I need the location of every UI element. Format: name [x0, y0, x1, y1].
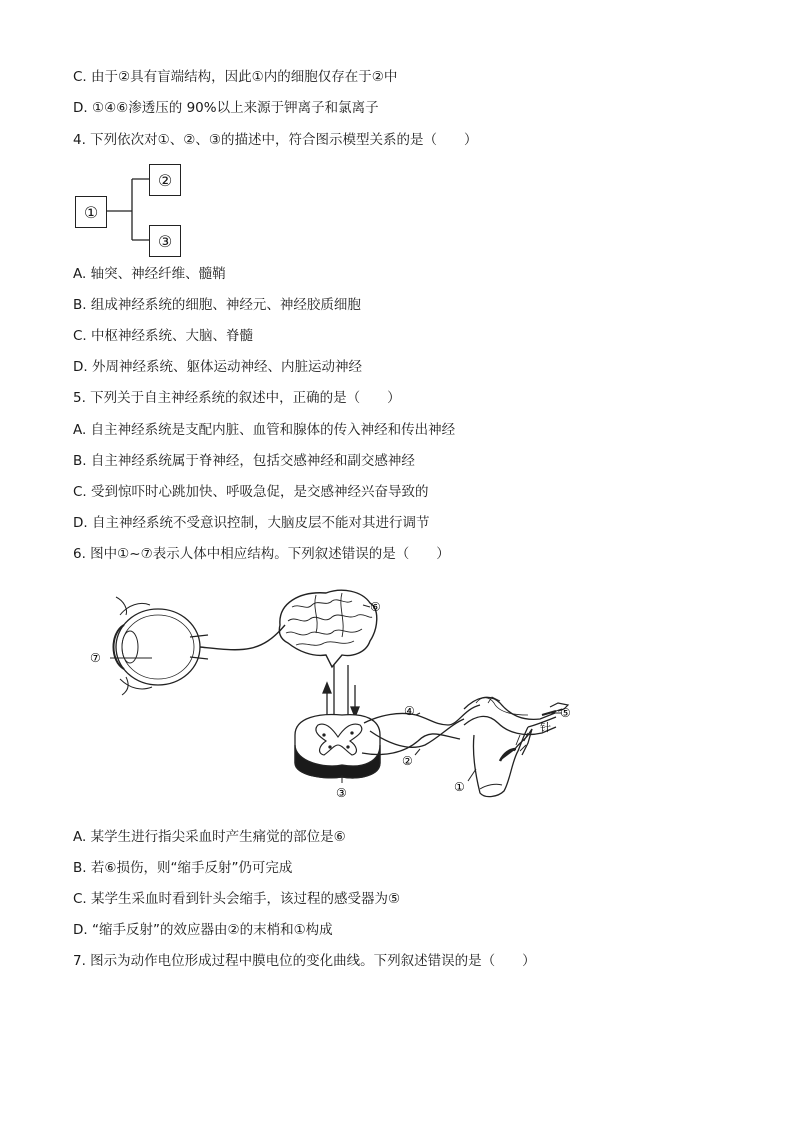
- option-5a: A. 自主神经系统是支配内脏、血管和腺体的传入神经和传出神经: [73, 422, 456, 438]
- question-7: 7. 图示为动作电位形成过程中膜电位的变化曲线。下列叙述错误的是（ ）: [73, 953, 536, 969]
- label-4: ④: [404, 704, 415, 718]
- spinal-tracts: [323, 665, 359, 720]
- option-3d: D. ①④⑥渗透压的 90%以上来源于钾离子和氯离子: [73, 100, 379, 116]
- model-box-1: ①: [75, 196, 107, 228]
- option-4d: D. 外周神经系统、躯体运动神经、内脏运动神经: [73, 359, 362, 375]
- option-6a: A. 某学生进行指尖采血时产生痛觉的部位是⑥: [73, 829, 346, 845]
- brain-illustration: [279, 590, 376, 667]
- reflex-arc-figure: [80, 585, 600, 810]
- optic-nerve: [200, 625, 285, 650]
- label-6: ⑥: [370, 600, 381, 614]
- label-2: ②: [402, 754, 413, 768]
- spinal-cord-section: [295, 715, 380, 778]
- model-diagram: [73, 160, 193, 260]
- option-3c: C. 由于②具有盲端结构，因此①内的细胞仅存在于②中: [73, 69, 398, 85]
- option-5d: D. 自主神经系统不受意识控制，大脑皮层不能对其进行调节: [73, 515, 430, 531]
- option-6b: B. 若⑥损伤，则“缩手反射”仍可完成: [73, 860, 293, 876]
- question-4: 4. 下列依次对①、②、③的描述中，符合图示模型关系的是（ ）: [73, 132, 478, 148]
- needle-label: 针: [540, 721, 551, 734]
- eye-illustration: [114, 597, 209, 695]
- option-5c: C. 受到惊吓时心跳加快、呼吸急促，是交感神经兴奋导致的: [73, 484, 429, 500]
- option-6c: C. 某学生采血时看到针头会缩手，该过程的感受器为⑤: [73, 891, 401, 907]
- label-3: ③: [336, 786, 347, 800]
- question-6: 6. 图中①~⑦表示人体中相应结构。下列叙述错误的是（ ）: [73, 546, 450, 562]
- option-6d: D. “缩手反射”的效应器由②的末梢和①构成: [73, 922, 333, 938]
- question-5: 5. 下列关于自主神经系统的叙述中，正确的是（ ）: [73, 390, 401, 406]
- model-box-2: ②: [149, 164, 181, 196]
- option-4b: B. 组成神经系统的细胞、神经元、神经胶质细胞: [73, 297, 361, 313]
- option-4a: A. 轴突、神经纤维、髓鞘: [73, 266, 226, 282]
- model-box-3: ③: [149, 225, 181, 257]
- label-1: ①: [454, 780, 465, 794]
- option-4c: C. 中枢神经系统、大脑、脊髓: [73, 328, 254, 344]
- label-7: ⑦: [90, 651, 101, 665]
- option-5b: B. 自主神经系统属于脊神经，包括交感神经和副交感神经: [73, 453, 415, 469]
- label-5: ⑤: [560, 706, 571, 720]
